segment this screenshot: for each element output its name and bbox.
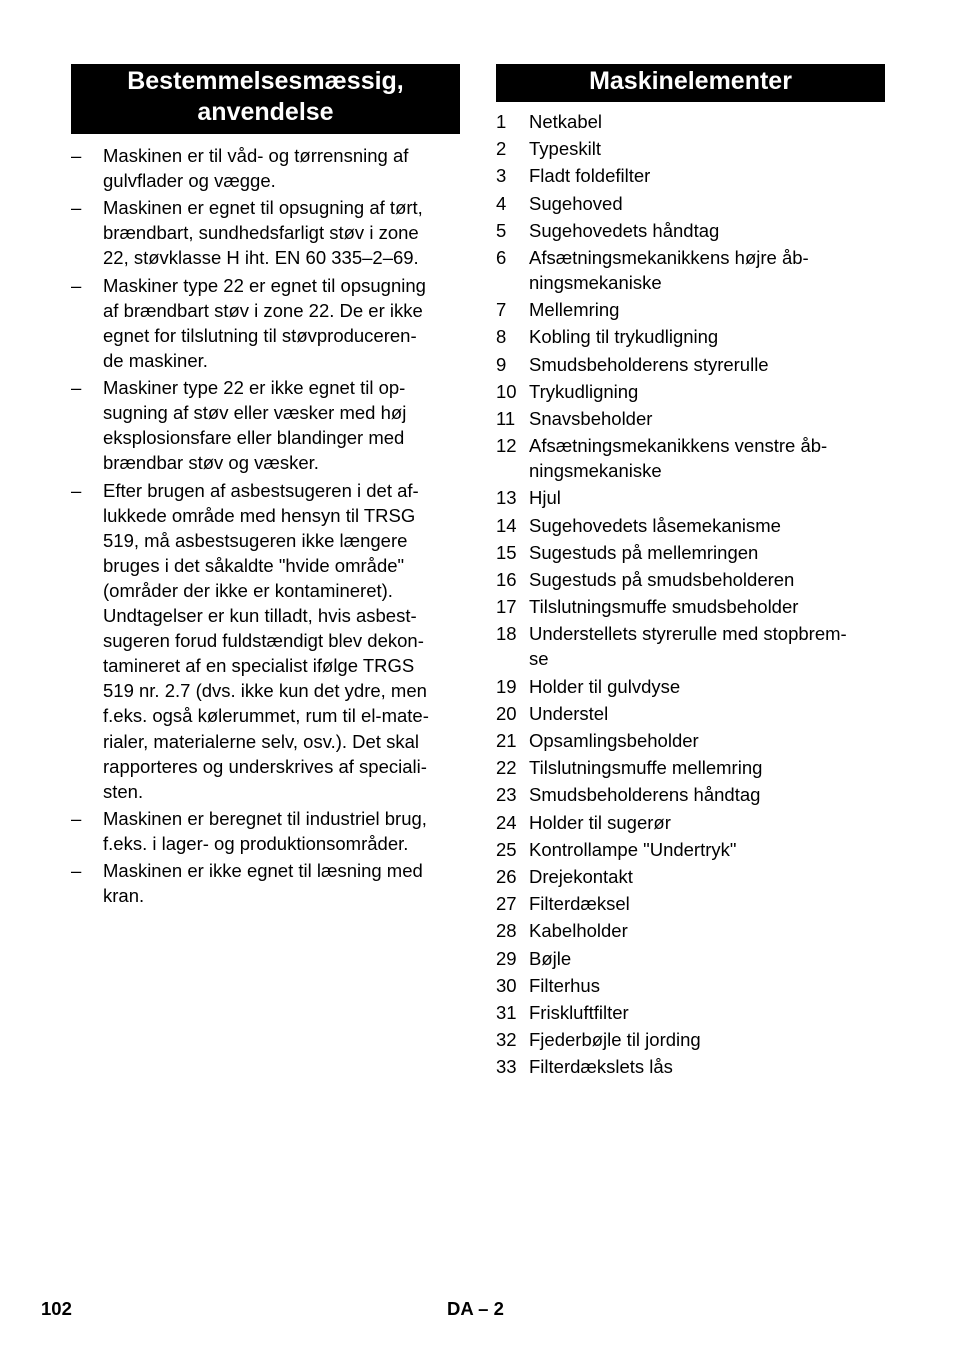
item-number: 29	[496, 947, 517, 969]
item-label: Kabelholder	[529, 920, 628, 942]
list-item-text: Maskinen er egnet til opsugning af tørt, brændbart, sundhedsfarligt støv i zone 22, støvklasse H iht. EN 60 335–2–69.	[103, 197, 423, 269]
item-number: 18	[496, 623, 517, 645]
item-number: 28	[496, 920, 517, 942]
list-item	[496, 406, 885, 431]
dash-bullet: –	[71, 197, 82, 219]
item-label: Netkabel	[529, 111, 603, 132]
list-item-text: Maskinen er beregnet til industriel brug, f.eks. i lager- og produktionsområder.	[103, 807, 427, 854]
item-number: 12	[496, 435, 517, 457]
item-number: 25	[496, 838, 517, 860]
list-item	[496, 163, 885, 188]
list-item	[496, 594, 885, 619]
item-number: 9	[496, 353, 507, 375]
item-label: Sugehoved	[529, 192, 623, 214]
list-item	[496, 379, 885, 404]
item-label: Afsætningsmekanikkens venstre åb- ningsmekaniske	[529, 435, 828, 482]
item-number: 3	[496, 165, 507, 187]
list-item	[496, 109, 885, 134]
item-number: 17	[496, 596, 517, 618]
intended-use-column	[71, 64, 460, 910]
item-label: Smudsbeholderens styrerulle	[529, 353, 769, 375]
item-label: Typeskilt	[529, 138, 601, 160]
intended-use-list	[71, 143, 460, 908]
item-label: Mellemring	[529, 299, 620, 321]
item-label: Afsætningsmekanikkens højre åb- ningsmekaniske	[529, 246, 809, 294]
list-item	[496, 755, 885, 780]
list-item	[496, 1027, 885, 1052]
item-number: 15	[496, 541, 517, 563]
item-number: 7	[496, 299, 507, 321]
list-item	[496, 946, 885, 971]
item-number: 8	[496, 326, 507, 348]
item-label: Smudsbeholderens håndtag	[529, 784, 761, 806]
machine-elements-heading: Maskinelementer	[496, 64, 885, 102]
item-label: Understellets styrerulle med stopbrem- se	[529, 623, 847, 670]
item-number: 21	[496, 730, 517, 752]
list-item	[496, 837, 885, 862]
item-number: 24	[496, 811, 517, 833]
list-item	[496, 218, 885, 243]
list-item	[496, 1000, 885, 1025]
list-item	[496, 136, 885, 161]
list-item	[71, 858, 460, 908]
dash-bullet: –	[71, 377, 82, 399]
list-item	[496, 782, 885, 807]
item-number: 10	[496, 380, 517, 402]
list-item-text: Maskiner type 22 er egnet til opsugning af brændbart støv i zone 22. De er ikke egnet for tilslutning til støvproduceren- de maskiner.	[103, 274, 426, 371]
list-item	[496, 891, 885, 916]
item-number: 32	[496, 1029, 517, 1051]
intended-use-heading: Bestemmelsesmæssig, anvendelse	[71, 64, 460, 134]
item-number: 30	[496, 974, 517, 996]
item-label: Sugestuds på mellemringen	[529, 541, 759, 563]
item-number: 26	[496, 865, 517, 887]
item-label: Holder til sugerør	[529, 811, 671, 833]
item-number: 11	[496, 407, 516, 429]
item-number: 22	[496, 757, 517, 779]
item-label: Fjederbøjle til jording	[529, 1029, 701, 1051]
list-item	[496, 674, 885, 699]
list-item	[496, 621, 885, 671]
dash-bullet: –	[71, 274, 82, 296]
item-label: Drejekontakt	[529, 865, 633, 887]
item-number: 27	[496, 893, 517, 915]
item-number: 1	[496, 111, 507, 132]
item-number: 13	[496, 487, 517, 509]
list-item	[496, 245, 885, 295]
list-item	[496, 540, 885, 565]
item-label: Sugehovedets låsemekanisme	[529, 514, 781, 536]
list-item	[496, 485, 885, 510]
item-label: Filterdæksel	[529, 893, 630, 915]
dash-bullet: –	[71, 145, 82, 166]
list-item	[496, 352, 885, 377]
list-item	[71, 273, 460, 373]
list-item	[496, 810, 885, 835]
list-item	[496, 728, 885, 753]
item-number: 16	[496, 569, 517, 590]
machine-elements-list	[496, 109, 885, 1079]
item-label: Holder til gulvdyse	[529, 675, 681, 697]
item-number: 31	[496, 1001, 517, 1023]
machine-elements-column	[496, 64, 885, 1081]
list-item-text: Maskinen er ikke egnet til læsning med kran.	[103, 860, 423, 907]
list-item	[496, 701, 885, 726]
list-item-text: Maskiner type 22 er ikke egnet til op- sugning af støv eller væsker med høj eksplosionsfare eller blandinger med brændbar støv og væsker.	[103, 377, 407, 474]
item-label: Sugestuds på smudsbeholderen	[529, 569, 795, 590]
item-label: Kobling til trykudligning	[529, 326, 719, 348]
item-label: Tilslutningsmuffe smudsbeholder	[529, 596, 799, 618]
item-number: 14	[496, 514, 517, 536]
language-page-label: DA – 2	[447, 1298, 504, 1319]
item-label: Tilslutningsmuffe mellemring	[529, 757, 763, 779]
list-item	[496, 567, 885, 592]
list-item	[496, 864, 885, 889]
list-item	[496, 1054, 885, 1079]
item-label: Opsamlingsbeholder	[529, 730, 699, 752]
list-item	[71, 806, 460, 856]
item-label: Understel	[529, 702, 609, 724]
item-number: 20	[496, 702, 517, 724]
item-label: Hjul	[529, 487, 561, 509]
list-item	[496, 324, 885, 349]
list-item	[71, 143, 460, 193]
list-item	[71, 195, 460, 270]
item-label: Kontrollampe "Undertryk"	[529, 838, 737, 860]
list-item	[496, 973, 885, 998]
item-number: 2	[496, 138, 507, 160]
item-label: Sugehovedets håndtag	[529, 219, 720, 241]
item-label: Filterdækslets lås	[529, 1056, 673, 1078]
dash-bullet: –	[71, 807, 82, 829]
dash-bullet: –	[71, 479, 82, 501]
item-number: 23	[496, 784, 517, 806]
item-label: Filterhus	[529, 974, 600, 996]
list-item	[496, 297, 885, 322]
list-item	[496, 433, 885, 483]
item-label: Friskluftfilter	[529, 1001, 629, 1023]
item-label: Trykudligning	[529, 380, 639, 402]
list-item	[496, 918, 885, 943]
item-number: 33	[496, 1056, 517, 1078]
item-number: 4	[496, 192, 507, 214]
item-number: 6	[496, 246, 507, 268]
item-label: Bøjle	[529, 947, 572, 969]
list-item-text: Efter brugen af asbestsugeren i det af- lukkede område med hensyn til TRSG 519, må asbestsugeren ikke længere bruges i det såkaldte "hvide område" (områder der ikke er kontamineret). Undtagelser er kun tilladt, hvis asbest- sugeren forud fuldstændigt blev dekon- tamineret af en specialist ifølge TRGS 519 nr. 2.7 (dvs. ikke kun det ydre, men f.eks. også kølerummet, rum til el-mate- rialer, materialerne selv, osv.). Det skal rapporteres og underskrives af speciali- sten.	[103, 479, 429, 802]
list-item	[71, 478, 460, 804]
item-label: Fladt foldefilter	[529, 165, 651, 187]
item-number: 19	[496, 675, 517, 697]
list-item	[71, 375, 460, 475]
item-label: Snavsbeholder	[529, 407, 653, 429]
item-number: 5	[496, 219, 507, 241]
list-item	[496, 191, 885, 216]
dash-bullet: –	[71, 860, 82, 882]
list-item	[496, 513, 885, 538]
page-number: 102	[41, 1298, 72, 1319]
list-item-text: Maskinen er til våd- og tørrensning af gulvflader og vægge.	[103, 145, 409, 192]
